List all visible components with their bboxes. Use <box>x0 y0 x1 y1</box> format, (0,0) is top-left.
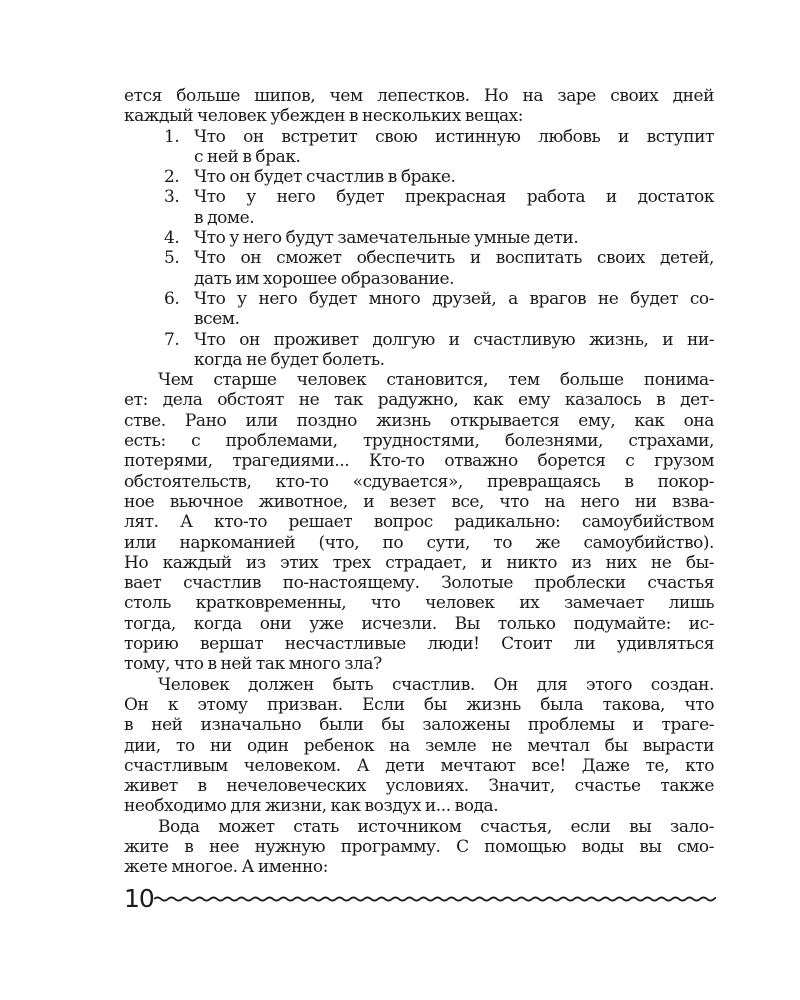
list-item <box>124 330 714 371</box>
list-item-line: Что он встретит свою истинную любовь и вступит <box>194 126 714 147</box>
text-line: тогда, когда они уже исчезли. Вы только подумайте: ис- <box>124 613 714 634</box>
text-line: столь кратковременны, что человек их замечает лишь <box>124 593 714 614</box>
list-item-line: Что он сможет обеспечить и воспитать своих детей, <box>194 248 714 269</box>
text-line: Вода может стать источником счастья, если вы зало- <box>158 816 714 837</box>
list-item-number: 7. <box>164 329 180 350</box>
text-line: торию вершат несчастливые люди! Стоит ли удивляться <box>124 634 714 655</box>
text-line: жите в нее нужную программу. С помощью воды вы смо- <box>124 836 714 857</box>
text-line: каждый человек убежден в нескольких вещах: <box>124 106 524 127</box>
text-line: ет: дела обстоят не так радужно, как ему казалось в дет- <box>124 390 714 411</box>
text-line: ное вьючное животное, и везет все, что на него ни взва- <box>124 491 714 512</box>
list-item-number: 5. <box>164 248 180 269</box>
list-item <box>124 167 714 187</box>
list-item-line: в доме. <box>194 207 255 228</box>
text-line: или наркоманией (что, по сути, то же самоубийство). <box>124 532 714 553</box>
text-line: дии, то ни один ребенок на земле не мечтал бы вырасти <box>124 735 714 756</box>
list-item <box>124 127 714 168</box>
text-line: живет в нечеловеческих условиях. Значит, счастье также <box>124 776 714 797</box>
text-line: вает счастлив по-настоящему. Золотые проблески счастья <box>124 573 714 594</box>
list-item-number: 6. <box>164 288 180 309</box>
text-line: Чем старше человек становится, тем больше понима- <box>158 370 714 391</box>
page-number: 10 <box>124 884 154 913</box>
text-line: потерями, трагедиями... Кто-то отважно борется с грузом <box>124 451 714 472</box>
list-item-line: Что он проживет долгую и счастливую жизнь, и ни- <box>194 329 714 350</box>
text-line: жете многое. А именно: <box>124 857 328 878</box>
text-line: счастливым человеком. А дети мечтают все! Даже те, кто <box>124 755 714 776</box>
paragraph-3 <box>124 817 714 878</box>
list-item-line: с ней в брак. <box>194 146 301 167</box>
text-line: лят. А кто-то решает вопрос радикально: самоубийством <box>124 512 714 533</box>
list-item-line: Что у него будет много друзей, а врагов не будет со- <box>194 288 714 309</box>
list-item-number: 1. <box>164 126 180 147</box>
wavy-divider <box>154 892 716 906</box>
paragraph-1 <box>124 370 714 674</box>
list-item-line: когда не будет болеть. <box>194 349 385 370</box>
list-item <box>124 248 714 289</box>
list-item-number: 4. <box>164 228 180 249</box>
paragraph-2 <box>124 675 714 817</box>
list-item <box>124 187 714 228</box>
text-line: обстоятельств, кто-то «сдувается», превращаясь в покор- <box>124 471 714 492</box>
text-line: ется больше шипов, чем лепестков. Но на заре своих дней <box>124 86 714 106</box>
list-item-line: всем. <box>194 309 240 330</box>
text-line: Но каждый из этих трех страдает, и никто из них не бы- <box>124 552 714 573</box>
text-line: необходимо для жизни, как воздух и... вода. <box>124 796 499 817</box>
page-footer <box>124 884 716 914</box>
text-line: тому, что в ней так много зла? <box>124 654 382 675</box>
wavy-line <box>154 897 716 900</box>
list-item-line: дать им хорошее образование. <box>194 268 455 289</box>
list-item-line: Что он будет счастлив в браке. <box>194 167 456 188</box>
list-item-number: 3. <box>164 187 180 208</box>
text-line: есть: с проблемами, трудностями, болезнями, страхами, <box>124 431 714 452</box>
text-line: в ней изначально были бы заложены проблемы и траге- <box>124 715 714 736</box>
list-item-line: Что у него будут замечательные умные дети. <box>194 228 579 249</box>
list-item-line: Что у него будет прекрасная работа и достаток <box>194 187 714 208</box>
text-line: Человек должен быть счастлив. Он для этого создан. <box>158 674 714 695</box>
page-body-text <box>124 86 714 878</box>
list-item <box>124 228 714 248</box>
text-line: стве. Рано или поздно жизнь открывается ему, как она <box>124 410 714 431</box>
list-item <box>124 289 714 330</box>
text-line: Он к этому призван. Если бы жизнь была такова, что <box>124 694 714 715</box>
list-item-number: 2. <box>164 167 180 188</box>
numbered-list <box>124 127 714 371</box>
